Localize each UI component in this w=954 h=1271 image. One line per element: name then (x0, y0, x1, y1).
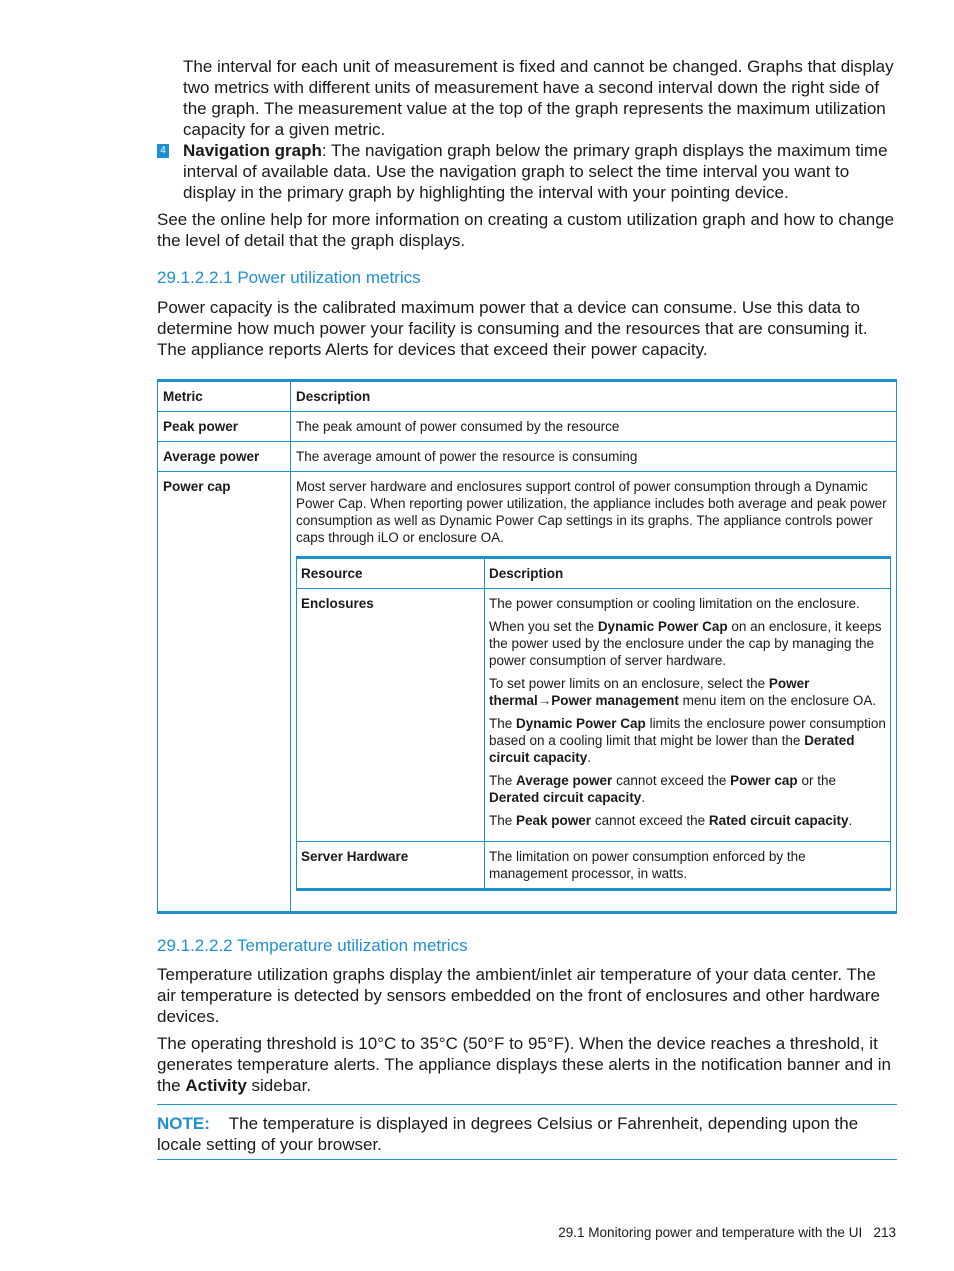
description-cell (291, 472, 897, 913)
note-text: The temperature is displayed in degrees Celsius or Fahrenheit, depending upon the locale setting of your browser. (157, 1114, 859, 1154)
navigation-graph-text: : The navigation graph below the primary graph displays the maximum time interval of available data. Use the navigation graph to select the time interval you want to display in the primary graph by highlighting the interval with your pointing device. (183, 141, 888, 202)
bold-term: Power cap (730, 773, 798, 788)
text-span: To set power limits on an enclosure, select the (489, 676, 769, 691)
page-footer (558, 1224, 896, 1241)
table-header-row (158, 381, 897, 412)
table-row (297, 589, 891, 842)
text-span: The (489, 716, 517, 731)
enclosures-para (489, 715, 886, 766)
text-span: The (489, 773, 517, 788)
bold-term: Average power (516, 773, 613, 788)
column-header-resource: Resource (297, 558, 485, 589)
table-row (297, 842, 891, 890)
nested-header-row (297, 558, 891, 589)
intro-paragraph: The interval for each unit of measurement is fixed and cannot be changed. Graphs that display two metrics with different units of measurement have a second interval down the right side of the graph. The measurement value at the top of the graph represents the maximum utilization capacity for a given metric. (183, 57, 894, 139)
text-span: sidebar. (246, 1076, 312, 1095)
power-utilization-heading: 29.1.2.2.1 Power utilization metrics (157, 268, 421, 287)
description-cell: The peak amount of power consumed by the resource (291, 412, 897, 442)
table-row (158, 412, 897, 442)
text-span: or the (797, 773, 836, 788)
power-cap-description: Most server hardware and enclosures support control of power consumption through a Dynamic Power Cap. When reporting power utilization, the appliance includes both average and peak power consumption as well as Dynamic Power Cap settings in its graphs. The appliance controls power caps through iLO or enclosure OA. (296, 479, 887, 545)
power-capacity-paragraph: Power capacity is the calibrated maximum power that a device can consume. Use this data to determine how much power your facility is consuming and the resources that are consuming it. The appliance reports Alerts for devices that exceed their power capacity. (157, 298, 868, 359)
activity-term: Activity (185, 1076, 247, 1095)
note-label: NOTE: (157, 1114, 210, 1133)
metric-cell: Peak power (158, 412, 291, 442)
bold-term: Power thermal (489, 676, 810, 708)
metric-cell: Power cap (158, 472, 291, 913)
text-span: on an enclosure, it keeps the power used by the enclosure under the cap by managing the power consumption of server hardware. (489, 619, 882, 668)
callout-number: 4 (157, 144, 169, 158)
text-span: cannot exceed the (612, 773, 731, 788)
text-span: cannot exceed the (591, 813, 709, 828)
server-description-cell: The limitation on power consumption enforced by the management processor, in watts. (485, 842, 891, 890)
enclosures-para (489, 812, 886, 829)
arrow-glyph: → (537, 693, 552, 708)
table-row (158, 442, 897, 472)
text-span: menu item on the enclosure OA. (678, 693, 877, 708)
resource-cell: Enclosures (297, 589, 485, 842)
bold-term: Rated circuit capacity (708, 813, 849, 828)
note-bottom-rule (157, 1159, 897, 1160)
text-span: limits the enclosure power consumption based on a cooling limit that might be lower than the (489, 716, 886, 748)
bold-term: Derated circuit capacity (489, 733, 855, 765)
bold-term: Dynamic Power Cap (516, 716, 646, 731)
power-metrics-table (157, 379, 897, 914)
table-row (158, 472, 897, 913)
text-span: When you set the (489, 619, 598, 634)
resource-cell: Server Hardware (297, 842, 485, 890)
enclosures-para (489, 618, 886, 669)
column-header-metric: Metric (158, 381, 291, 412)
enclosures-para: The power consumption or cooling limitation on the enclosure. (489, 596, 860, 611)
metric-cell: Average power (158, 442, 291, 472)
bold-term: Power management (551, 693, 679, 708)
resource-table (296, 556, 891, 891)
page-number: 213 (873, 1225, 896, 1240)
text-span: The operating threshold is 10°C to 35°C (50°F to 95°F). When the device reaches a threshold, it generates temperature alerts. The appliance displays these alerts in the notification banner and in the (157, 1034, 891, 1095)
temperature-utilization-heading: 29.1.2.2.2 Temperature utilization metrics (157, 936, 468, 955)
text-span: The (489, 813, 517, 828)
enclosures-description-cell (485, 589, 891, 842)
note (157, 1113, 899, 1155)
column-header-description: Description (485, 558, 891, 589)
text-span: . (848, 813, 853, 828)
temperature-paragraph: Temperature utilization graphs display the ambient/inlet air temperature of your data center. The air temperature is detected by sensors embedded on the front of enclosures and other hardware devices. (157, 965, 880, 1026)
text-span: . (587, 750, 592, 765)
column-header-description: Description (291, 381, 897, 412)
navigation-graph-term: Navigation graph (183, 141, 322, 160)
note-top-rule (157, 1104, 897, 1105)
bold-term: Dynamic Power Cap (597, 619, 728, 634)
description-cell: The average amount of power the resource is consuming (291, 442, 897, 472)
enclosures-para (489, 675, 886, 709)
bold-term: Peak power (516, 813, 592, 828)
navigation-graph-item (183, 140, 895, 203)
threshold-paragraph (157, 1033, 899, 1096)
footer-title: 29.1 Monitoring power and temperature with the UI (558, 1225, 863, 1240)
text-span: . (641, 790, 646, 805)
enclosures-para (489, 772, 886, 806)
bold-term: Derated circuit capacity (489, 790, 642, 805)
online-help-paragraph: See the online help for more information on creating a custom utilization graph and how to change the level of detail that the graph displays. (157, 210, 895, 250)
